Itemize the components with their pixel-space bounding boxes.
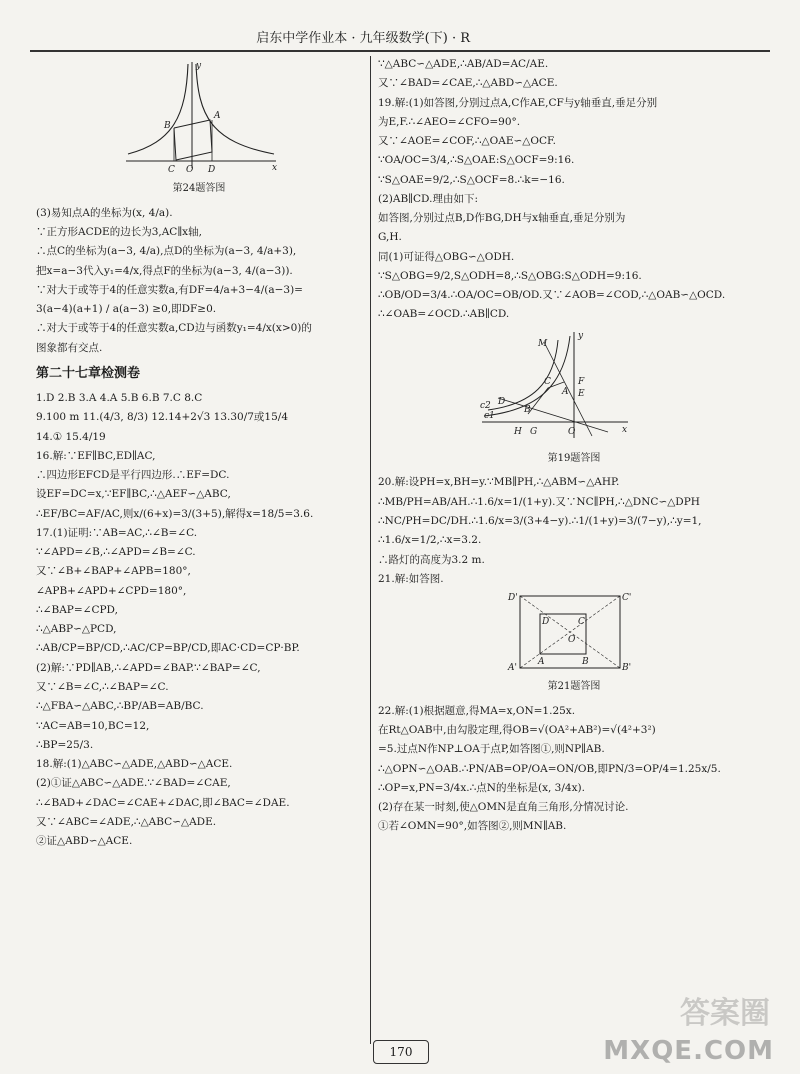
fig19-label-y: y [578, 330, 584, 341]
text-line: (3)易知点A的坐标为(x, 4/a). [36, 206, 173, 219]
fig21-label-d: D [542, 617, 550, 628]
fig21-label-b: B [582, 657, 589, 668]
text-line: ②证△ABD∽△ACE. [36, 835, 133, 848]
text-line: ∵△ABC∽△ADE,∴AB/AD=AC/AE. [378, 58, 549, 70]
header-title: 启东中学作业本 · 九年级数学(下) · R [256, 31, 470, 46]
text-line: 为E,F.∴∠AEO=∠CFO=90°. [378, 115, 521, 128]
text-line: ∴∠BAP=∠CPD, [36, 603, 118, 616]
text-line: ∴∠OAB=∠OCD.∴AB∥CD. [378, 308, 510, 321]
text-line: ∵正方形ACDE的边长为3,AC∥x轴, [36, 226, 202, 239]
text-line: ∴四边形EFCD是平行四边形.∴EF=DC. [36, 469, 230, 482]
text-line: 在Rt△OAB中,由勾股定理,得OB=√(OA²+AB²)=√(4²+3²) [378, 724, 656, 737]
fig21-label-c: C [578, 617, 585, 628]
text-line: ∵∠APD=∠B,∴∠APD=∠B=∠C. [36, 546, 196, 559]
text-line: (2)解:∵PD∥AB,∴∠APD=∠BAP.∵∠BAP=∠C, [36, 661, 261, 674]
fig21-label-d-prime: D' [508, 593, 518, 604]
fig19-label-h: H [514, 426, 522, 437]
text-line: ∵OA/OC=3/4,∴S△OAE:S△OCF=9:16. [378, 154, 575, 167]
text-line: ∴△OPN∽△OAB.∴PN/AB=OP/OA=ON/OB,即PN/3=OP/4=1.25x/5. [378, 762, 721, 775]
text-line: ∴BP=25/3. [36, 738, 94, 751]
text-line: 16.解:∵EF∥BC,ED∥AC, [36, 449, 156, 462]
fig24-caption: 第24题答图 [172, 183, 226, 195]
fig19-label-m: M [538, 338, 548, 349]
text-line: 又∵∠B+∠BAP+∠APB=180°, [36, 565, 191, 578]
text-line: ∴AB/CP=BP/CD,∴AC/CP=BP/CD,即AC·CD=CP·BP. [36, 642, 300, 655]
fig19-label-a: A [562, 386, 569, 397]
fig21-label-b-prime: B' [622, 663, 632, 673]
text-line: ∴△ABP∽△PCD, [36, 623, 117, 636]
text-line: 把x=a−3代入y₁=4/x,得点F的坐标为(a−3, 4/(a−3)). [36, 264, 293, 277]
text-line: 图象都有交点. [36, 341, 103, 354]
column-divider [370, 56, 371, 1044]
fig19-label-f: F [578, 376, 585, 387]
text-line: 9.100 m 11.(4/3, 8/3) 12.14+2√3 13.30/7或15/4 [36, 411, 288, 424]
left-column [36, 56, 362, 852]
text-line: 21.解:如答图. [378, 572, 444, 585]
fig19-label-x: x [622, 424, 628, 435]
text-line: (2)存在某一时刻,使△OMN是直角三角形,分情况讨论. [378, 801, 629, 814]
text-line: ∴对大于或等于4的任意实数a,CD边与函数y₁=4/x(x>0)的 [36, 322, 312, 335]
text-line: ∴OB/OD=3/4.∴OA/OC=OB/OD.又∵∠AOB=∠COD,∴△OAB∽△OCD. [378, 289, 726, 302]
text-line: 3(a−4)(a+1) / a(a−3) ≥0,即DF≥0. [36, 303, 217, 316]
text-line: ∴OP=x,PN=3/4x.∴点N的坐标是(x, 3/4x). [378, 781, 585, 794]
watermark-text: MXQE.COM [603, 1036, 774, 1066]
fig24-label-o: O [186, 165, 194, 174]
text-line: ∵S△OAE=9/2,∴S△OCF=8.∴k=−16. [378, 173, 565, 186]
text-line: ∴EF/BC=AF/AC,则x/(6+x)=3/(3+5),解得x=18/5=3.6. [36, 507, 314, 520]
text-line: (2)AB∥CD.理由如下: [378, 192, 478, 205]
text-line: 如答图,分别过点B,D作BG,DH与x轴垂直,垂足分别为 [378, 212, 626, 225]
text-line: 19.解:(1)如答图,分别过点A,C作AE,CF与y轴垂直,垂足分别 [378, 96, 658, 109]
text-line: ∴1.6/x=1/2,∴x=3.2. [378, 534, 482, 547]
text-line: 1.D 2.B 3.A 4.A 5.B 6.B 7.C 8.C [36, 392, 203, 405]
text-line: 又∵∠B=∠C,∴∠BAP=∠C. [36, 681, 169, 694]
text-line: ∴点C的坐标为(a−3, 4/a),点D的坐标为(a−3, 4/a+3), [36, 245, 297, 258]
text-line: ∴路灯的高度为3.2 m. [378, 553, 485, 566]
fig24-label-y: y [196, 61, 202, 71]
page-header [30, 28, 770, 52]
text-line: ∴NC/PH=DC/DH.∴1.6/x=3/(3+4−y).∴1/(1+y)=3/(7−y),∴y=1, [378, 515, 702, 528]
text-line: ∵AC=AB=10,BC=12, [36, 719, 150, 732]
fig24-label-x: x [272, 163, 278, 173]
fig21-caption: 第21题答图 [547, 681, 601, 693]
fig19-label-e: E [578, 388, 585, 399]
text-line: 又∵∠BAD=∠CAE,∴△ABD∽△ACE. [378, 77, 558, 90]
fig19-label-c2: c2 [480, 400, 491, 411]
fig21-label-a: A [538, 657, 545, 668]
fig24-label-c: C [168, 165, 175, 174]
text-line: 22.解:(1)根据题意,得MA=x,ON=1.25x. [378, 704, 576, 717]
text-line: ∵S△OBG=9/2,S△ODH=8,∴S△OBG:S△ODH=9:16. [378, 269, 642, 282]
fig24-label-d: D [208, 165, 216, 174]
text-line: 设EF=DC=x,∵EF∥BC,∴△AEF∽△ABC, [36, 488, 231, 501]
right-column [378, 56, 770, 838]
watermark-logo: 答案圈 [680, 996, 770, 1031]
text-line: =5.过点N作NP⊥OA于点P,如答图①,则NP∥AB. [378, 743, 605, 756]
fig24-label-a: A [214, 111, 221, 121]
text-line: 又∵∠ABC=∠ADE,∴△ABC∽△ADE. [36, 815, 217, 828]
fig19-label-o: O [568, 426, 576, 437]
text-line: 18.解:(1)△ABC∽△ADE,△ABD∽△ACE. [36, 758, 233, 771]
text-line: 17.(1)证明:∵AB=AC,∴∠B=∠C. [36, 526, 198, 539]
text-line: ∴MB/PH=AB/AH.∴1.6/x=1/(1+y).又∵NC∥PH,∴△DNC∽△DPH [378, 495, 700, 508]
fig21-label-a-prime: A' [508, 663, 517, 673]
text-line: ∴∠BAD+∠DAC=∠CAE+∠DAC,即∠BAC=∠DAE. [36, 796, 290, 809]
fig19-label-d: D [498, 396, 506, 407]
fig19-label-c1: c1 [484, 410, 495, 421]
text-line: 20.解:设PH=x,BH=y.∵MB∥PH,∴△ABM∽△AHP. [378, 476, 620, 489]
text-line: ∠APB+∠APD+∠CPD=180°, [36, 584, 187, 597]
text-line: 14.① 15.4/19 [36, 430, 106, 443]
text-line: ①若∠OMN=90°,如答图②,则MN∥AB. [378, 820, 567, 833]
fig19-label-b: B [524, 404, 531, 415]
fig21-label-c-prime: C' [622, 593, 632, 604]
text-line: ∴△FBA∽△ABC,∴BP/AB=AB/BC. [36, 700, 204, 713]
figure-19 [378, 326, 770, 444]
text-line: 又∵∠AOE=∠COF,∴△OAE∽△OCF. [378, 135, 556, 148]
fig21-label-o: O [568, 635, 576, 646]
text-line: ∵对大于或等于4的任意实数a,有DF=4/a+3−4/(a−3)= [36, 283, 303, 296]
fig24-label-b: B [164, 121, 171, 131]
fig19-label-c: C [544, 376, 551, 387]
fig19-caption: 第19题答图 [547, 452, 601, 464]
figure-21 [378, 590, 770, 672]
fig19-label-g: G [530, 426, 538, 437]
section-title: 第二十七章检测卷 [36, 365, 141, 381]
figure-24 [36, 56, 362, 174]
page-number: 170 [373, 1040, 429, 1064]
text-line: G,H. [378, 231, 402, 244]
text-line: 同(1)可证得△OBG∽△ODH. [378, 250, 515, 263]
text-line: (2)①证△ABC∽△ADE.∵∠BAD=∠CAE, [36, 777, 231, 790]
